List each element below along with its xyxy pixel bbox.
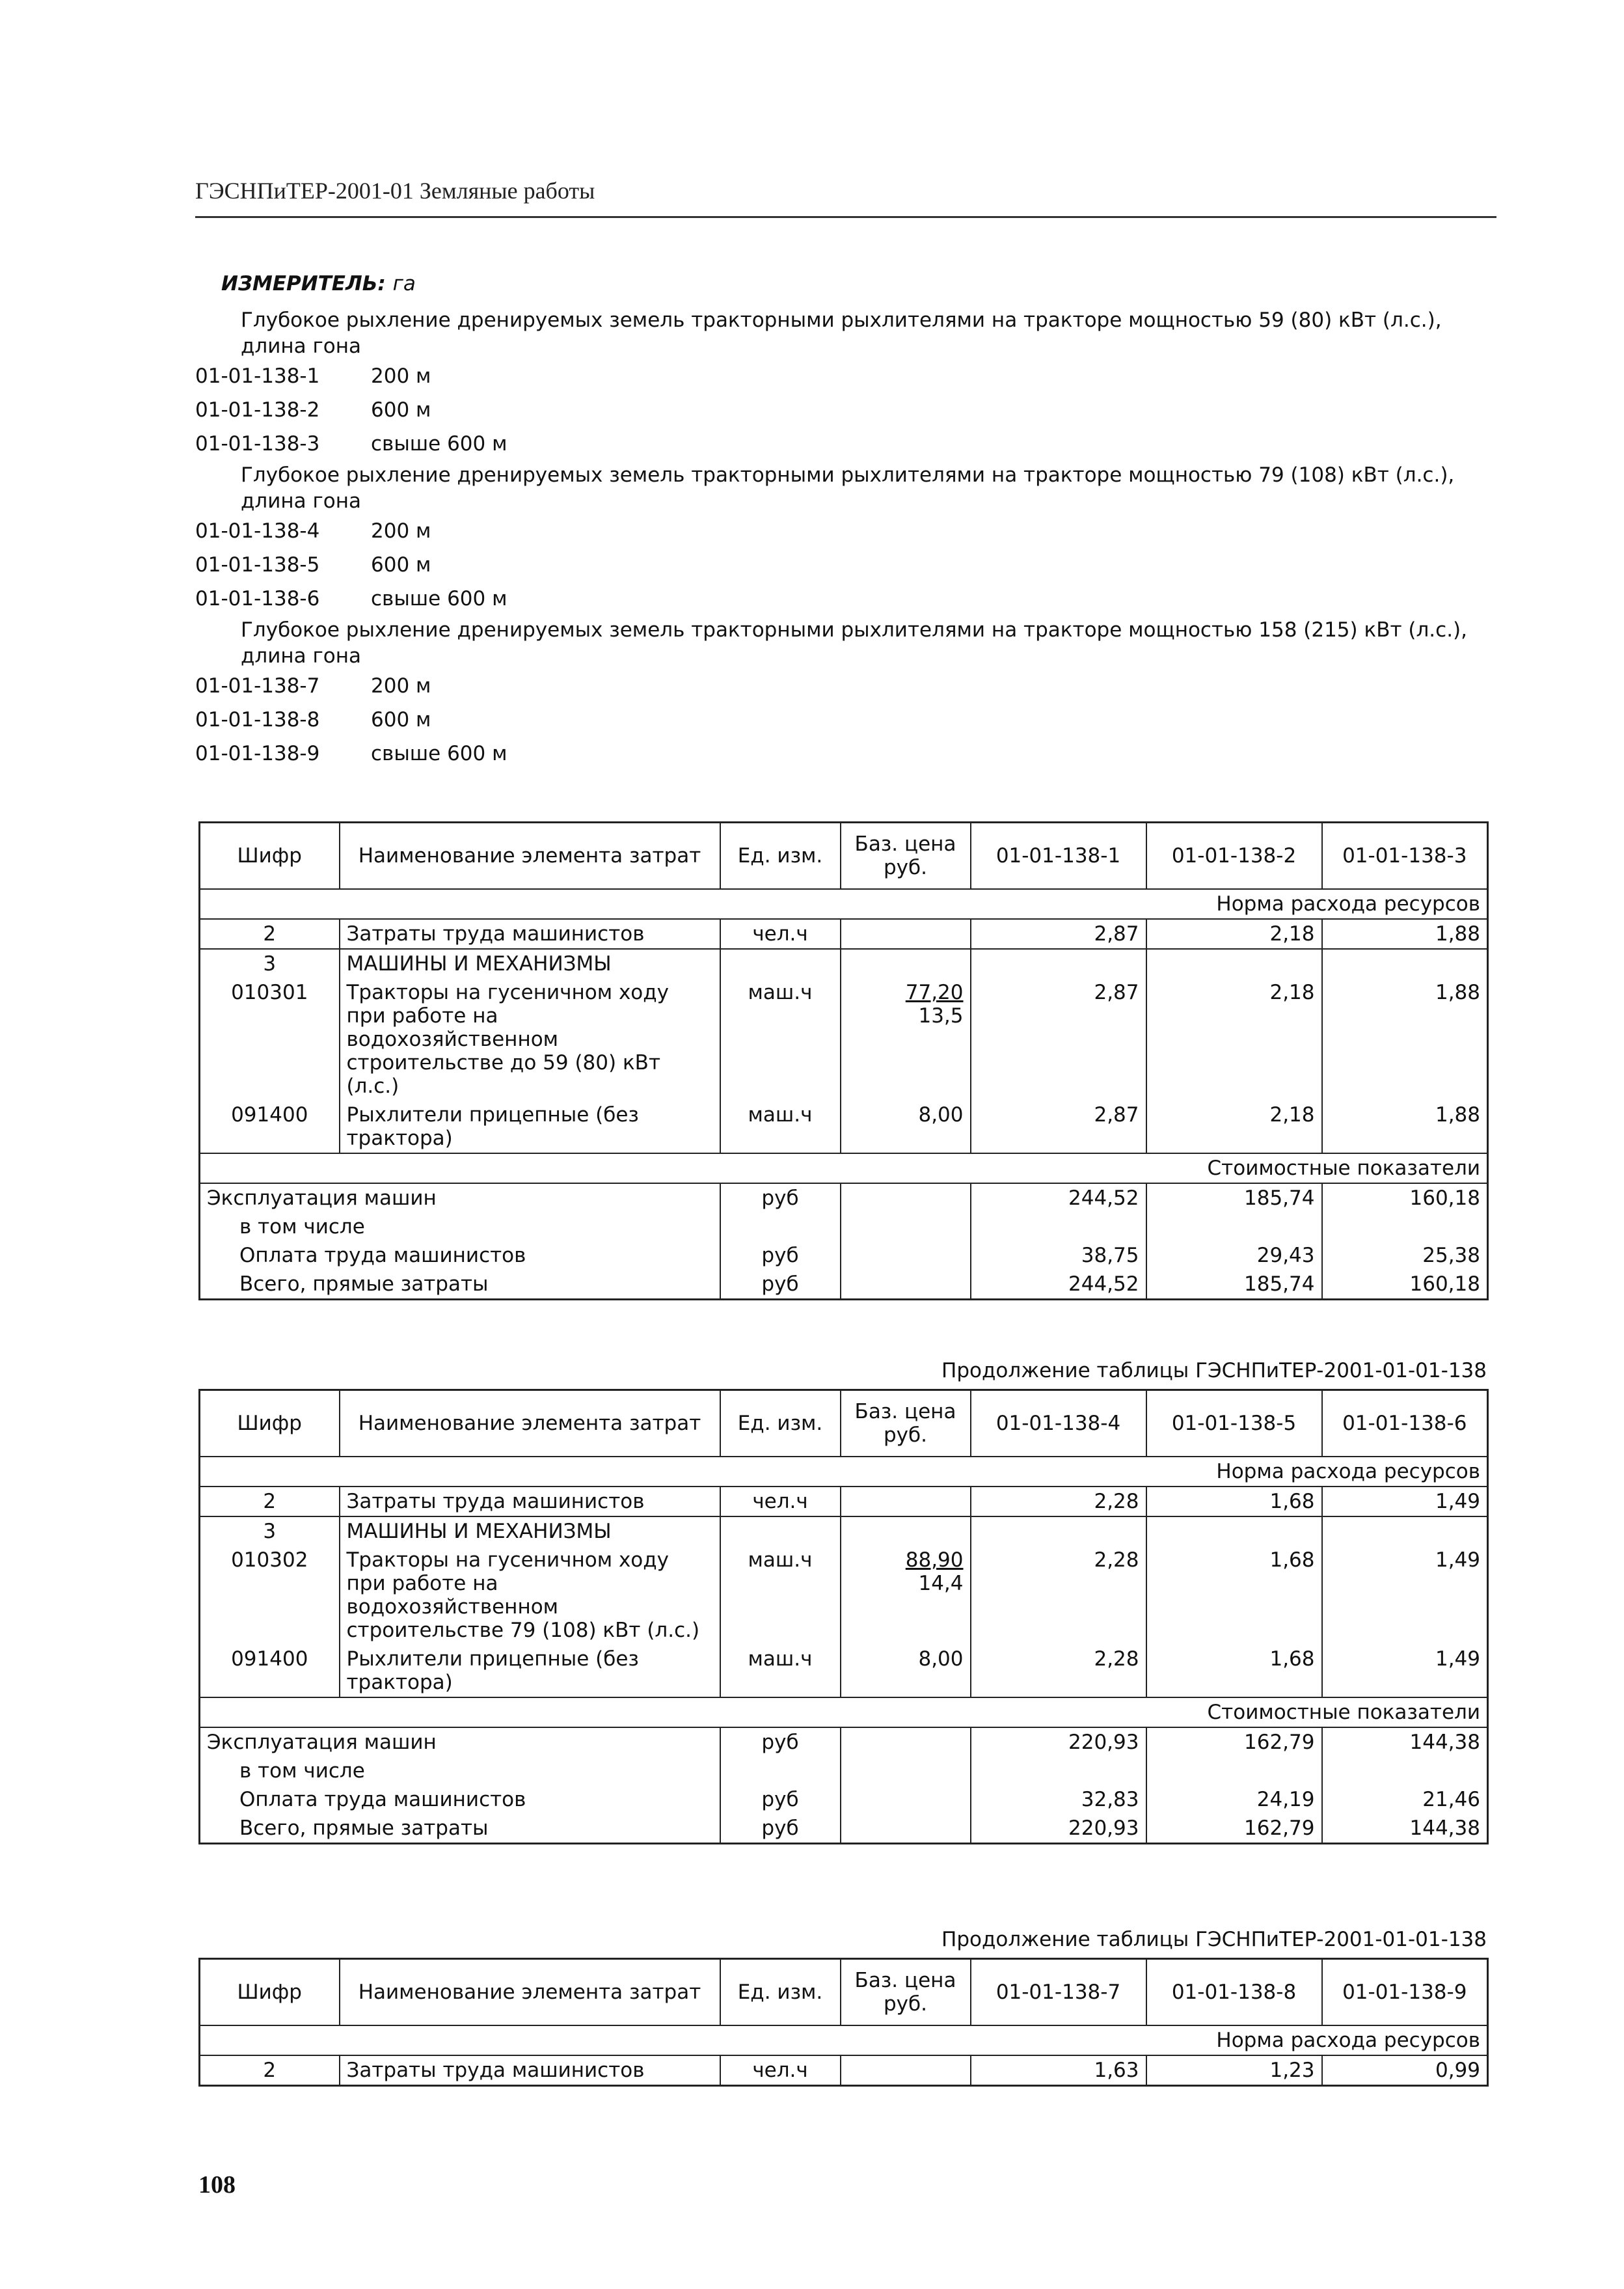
col-header-name: Наименование элемента затрат <box>340 1390 720 1457</box>
cell-value: 2,87 <box>971 919 1146 949</box>
group-description: Глубокое рыхление дренируемых земель тракторными рыхлителями на тракторе мощностью 158 (215) кВт (л.с.), длина гона <box>241 618 1467 668</box>
cell-name: Эксплуатация машин <box>200 1183 720 1213</box>
cell-value: 1,68 <box>1146 1546 1322 1645</box>
table-row <box>200 1814 1488 1844</box>
section-norm: Норма расхода ресурсов <box>200 1457 1488 1487</box>
work-desc: 600 м <box>371 708 431 732</box>
col-header-rate: 01-01-138-2 <box>1146 823 1322 890</box>
cell-price-top: 77,20 <box>905 981 964 1004</box>
cell-value: 1,68 <box>1146 1487 1322 1516</box>
work-desc: свыше 600 м <box>371 587 508 610</box>
resource-table-3 <box>198 1958 1489 2087</box>
cell-code: 2 <box>200 1487 340 1516</box>
cell-unit: руб <box>720 1814 841 1844</box>
cell-price <box>841 2055 971 2086</box>
cell-unit: маш.ч <box>720 978 841 1101</box>
col-header-price: Баз. цена руб. <box>841 823 971 890</box>
cell-value: 1,49 <box>1322 1487 1488 1516</box>
cell-name: Оплата труда машинистов <box>200 1241 720 1270</box>
table-row <box>200 949 1488 978</box>
cell-unit: маш.ч <box>720 1101 841 1153</box>
work-code: 01-01-138-5 <box>195 553 320 577</box>
work-desc: свыше 600 м <box>371 432 508 456</box>
cell-name: Оплата труда машинистов <box>200 1785 720 1814</box>
work-desc: свыше 600 м <box>371 742 508 765</box>
cell-unit: чел.ч <box>720 1487 841 1516</box>
table-row <box>200 1270 1488 1300</box>
cell-value: 0,99 <box>1322 2055 1488 2086</box>
cell-code: 2 <box>200 2055 340 2086</box>
cell-name: Всего, прямые затраты <box>200 1270 720 1300</box>
col-header-rate: 01-01-138-1 <box>971 823 1146 890</box>
cell-name: в том числе <box>200 1213 720 1241</box>
cell-unit: чел.ч <box>720 2055 841 2086</box>
cell-unit: руб <box>720 1241 841 1270</box>
cell-unit: маш.ч <box>720 1546 841 1645</box>
col-header-rate: 01-01-138-9 <box>1322 1959 1488 2026</box>
header-rule <box>195 216 1496 218</box>
cell-unit: чел.ч <box>720 919 841 949</box>
cell-value: 160,18 <box>1322 1270 1488 1300</box>
group-description: Глубокое рыхление дренируемых земель тракторными рыхлителями на тракторе мощностью 59 (80) кВт (л.с.), длина гона <box>241 308 1442 358</box>
cell-value: 2,18 <box>1146 919 1322 949</box>
work-item <box>195 427 1496 461</box>
work-desc: 200 м <box>371 674 431 698</box>
cell-name: Затраты труда машинистов <box>340 919 720 949</box>
cell-value: 1,23 <box>1146 2055 1322 2086</box>
resource-table-2 <box>198 1389 1489 1844</box>
table-row <box>200 1241 1488 1270</box>
section-cost: Стоимостные показатели <box>200 1697 1488 1727</box>
running-header: ГЭСНПиТЕР-2001-01 Земляные работы <box>195 178 595 204</box>
table-row <box>200 978 1488 1101</box>
cell-name: Затраты труда машинистов <box>340 1487 720 1516</box>
table-row <box>200 919 1488 949</box>
cell-code: 3 <box>200 1516 340 1546</box>
cell-name: Эксплуатация машин <box>200 1727 720 1757</box>
col-header-code: Шифр <box>200 1390 340 1457</box>
cell-value: 162,79 <box>1146 1727 1322 1757</box>
cell-value: 1,49 <box>1322 1645 1488 1697</box>
cell-code: 010301 <box>200 978 340 1101</box>
work-item <box>195 514 1496 548</box>
work-code: 01-01-138-8 <box>195 708 320 732</box>
table-row <box>200 1757 1488 1785</box>
cell-value: 1,88 <box>1322 978 1488 1101</box>
cell-code: 091400 <box>200 1101 340 1153</box>
cell-value: 1,88 <box>1322 1101 1488 1153</box>
table-row <box>200 1645 1488 1697</box>
cell-code: 091400 <box>200 1645 340 1697</box>
work-code: 01-01-138-4 <box>195 519 320 543</box>
table-row <box>200 1546 1488 1645</box>
table-row <box>200 1101 1488 1153</box>
col-header-price: Баз. цена руб. <box>841 1959 971 2026</box>
col-header-name: Наименование элемента затрат <box>340 823 720 890</box>
cell-value: 2,28 <box>971 1645 1146 1697</box>
continuation-note: Продолжение таблицы ГЭСНПиТЕР-2001-01-01-138 <box>941 1928 1487 1951</box>
meter-line <box>221 272 416 295</box>
work-item <box>195 703 1496 737</box>
cell-code: 2 <box>200 919 340 949</box>
cell-value: 32,83 <box>971 1785 1146 1814</box>
cell-value: 1,63 <box>971 2055 1146 2086</box>
cell-value: 29,43 <box>1146 1241 1322 1270</box>
cell-value: 160,18 <box>1322 1183 1488 1213</box>
cell-value: 162,79 <box>1146 1814 1322 1844</box>
cell-value: 2,87 <box>971 978 1146 1101</box>
cell-value: 185,74 <box>1146 1270 1322 1300</box>
work-item <box>195 359 1496 393</box>
cell-value: 38,75 <box>971 1241 1146 1270</box>
col-header-rate: 01-01-138-4 <box>971 1390 1146 1457</box>
work-item <box>195 737 1496 771</box>
cell-unit: руб <box>720 1785 841 1814</box>
col-header-price: Баз. цена руб. <box>841 1390 971 1457</box>
cell-unit: руб <box>720 1270 841 1300</box>
cell-price: 8,00 <box>841 1645 971 1697</box>
cell-name: Тракторы на гусеничном ходу при работе на водохозяйственном строительстве 79 (108) кВт (л.с.) <box>340 1546 720 1645</box>
cell-name: Рыхлители прицепные (без трактора) <box>340 1101 720 1153</box>
cell-value: 2,87 <box>971 1101 1146 1153</box>
work-code: 01-01-138-1 <box>195 364 320 388</box>
table-row <box>200 1183 1488 1213</box>
cell-value: 220,93 <box>971 1727 1146 1757</box>
meter-unit: га <box>392 272 416 295</box>
cell-name: Тракторы на гусеничном ходу при работе на водохозяйственном строительстве до 59 (80) кВт (л.с.) <box>340 978 720 1101</box>
table-row <box>200 1727 1488 1757</box>
continuation-note: Продолжение таблицы ГЭСНПиТЕР-2001-01-01-138 <box>941 1359 1487 1382</box>
work-desc: 200 м <box>371 519 431 543</box>
cell-name: Затраты труда машинистов <box>340 2055 720 2086</box>
work-item <box>195 393 1496 427</box>
work-desc: 200 м <box>371 364 431 388</box>
resource-table-1 <box>198 821 1489 1300</box>
section-norm: Норма расхода ресурсов <box>200 889 1488 919</box>
col-header-rate: 01-01-138-5 <box>1146 1390 1322 1457</box>
cell-value: 25,38 <box>1322 1241 1488 1270</box>
cell-value: 2,28 <box>971 1487 1146 1516</box>
section-norm: Норма расхода ресурсов <box>200 2025 1488 2055</box>
col-header-rate: 01-01-138-8 <box>1146 1959 1322 2026</box>
table-row <box>200 1213 1488 1241</box>
work-code: 01-01-138-3 <box>195 432 320 456</box>
cell-price-bottom: 13,5 <box>918 1004 964 1028</box>
cell-name: МАШИНЫ И МЕХАНИЗМЫ <box>340 1516 720 1546</box>
work-desc: 600 м <box>371 553 431 577</box>
cell-name: в том числе <box>200 1757 720 1785</box>
cell-code: 3 <box>200 949 340 978</box>
cell-value: 220,93 <box>971 1814 1146 1844</box>
cell-value: 1,49 <box>1322 1546 1488 1645</box>
group-description: Глубокое рыхление дренируемых земель тракторными рыхлителями на тракторе мощностью 79 (108) кВт (л.с.), длина гона <box>241 463 1455 513</box>
cell-price: 8,00 <box>841 1101 971 1153</box>
cell-name: Рыхлители прицепные (без трактора) <box>340 1645 720 1697</box>
col-header-unit: Ед. изм. <box>720 1390 841 1457</box>
cell-value: 144,38 <box>1322 1727 1488 1757</box>
work-code: 01-01-138-7 <box>195 674 320 698</box>
col-header-rate: 01-01-138-3 <box>1322 823 1488 890</box>
cell-value: 144,38 <box>1322 1814 1488 1844</box>
cell-value: 1,88 <box>1322 919 1488 949</box>
table-row <box>200 1516 1488 1546</box>
cell-value: 21,46 <box>1322 1785 1488 1814</box>
table-row <box>200 1487 1488 1516</box>
cell-value: 185,74 <box>1146 1183 1322 1213</box>
table-row <box>200 2055 1488 2086</box>
cell-unit: руб <box>720 1727 841 1757</box>
cell-name: МАШИНЫ И МЕХАНИЗМЫ <box>340 949 720 978</box>
cell-value: 2,18 <box>1146 1101 1322 1153</box>
col-header-code: Шифр <box>200 1959 340 2026</box>
cell-value: 24,19 <box>1146 1785 1322 1814</box>
cell-price <box>841 1487 971 1516</box>
section-cost: Стоимостные показатели <box>200 1153 1488 1183</box>
page-number: 108 <box>198 2171 236 2199</box>
col-header-rate: 01-01-138-7 <box>971 1959 1146 2026</box>
col-header-unit: Ед. изм. <box>720 823 841 890</box>
cell-unit: маш.ч <box>720 1645 841 1697</box>
col-header-code: Шифр <box>200 823 340 890</box>
cell-value: 244,52 <box>971 1270 1146 1300</box>
cell-code: 010302 <box>200 1546 340 1645</box>
cell-name: Всего, прямые затраты <box>200 1814 720 1844</box>
work-desc: 600 м <box>371 398 431 422</box>
work-list <box>195 306 1496 771</box>
work-item <box>195 669 1496 703</box>
table-row <box>200 1785 1488 1814</box>
cell-value: 2,28 <box>971 1546 1146 1645</box>
cell-price <box>841 919 971 949</box>
work-code: 01-01-138-6 <box>195 587 320 610</box>
col-header-unit: Ед. изм. <box>720 1959 841 2026</box>
meter-label: ИЗМЕРИТЕЛЬ: <box>221 272 386 295</box>
work-code: 01-01-138-2 <box>195 398 320 422</box>
work-item <box>195 548 1496 582</box>
cell-value: 2,18 <box>1146 978 1322 1101</box>
cell-value: 244,52 <box>971 1183 1146 1213</box>
cell-price-bottom: 14,4 <box>918 1572 964 1595</box>
cell-unit: руб <box>720 1183 841 1213</box>
col-header-name: Наименование элемента затрат <box>340 1959 720 2026</box>
col-header-rate: 01-01-138-6 <box>1322 1390 1488 1457</box>
work-code: 01-01-138-9 <box>195 742 320 765</box>
cell-price-top: 88,90 <box>905 1548 964 1572</box>
work-item <box>195 582 1496 616</box>
cell-value: 1,68 <box>1146 1645 1322 1697</box>
